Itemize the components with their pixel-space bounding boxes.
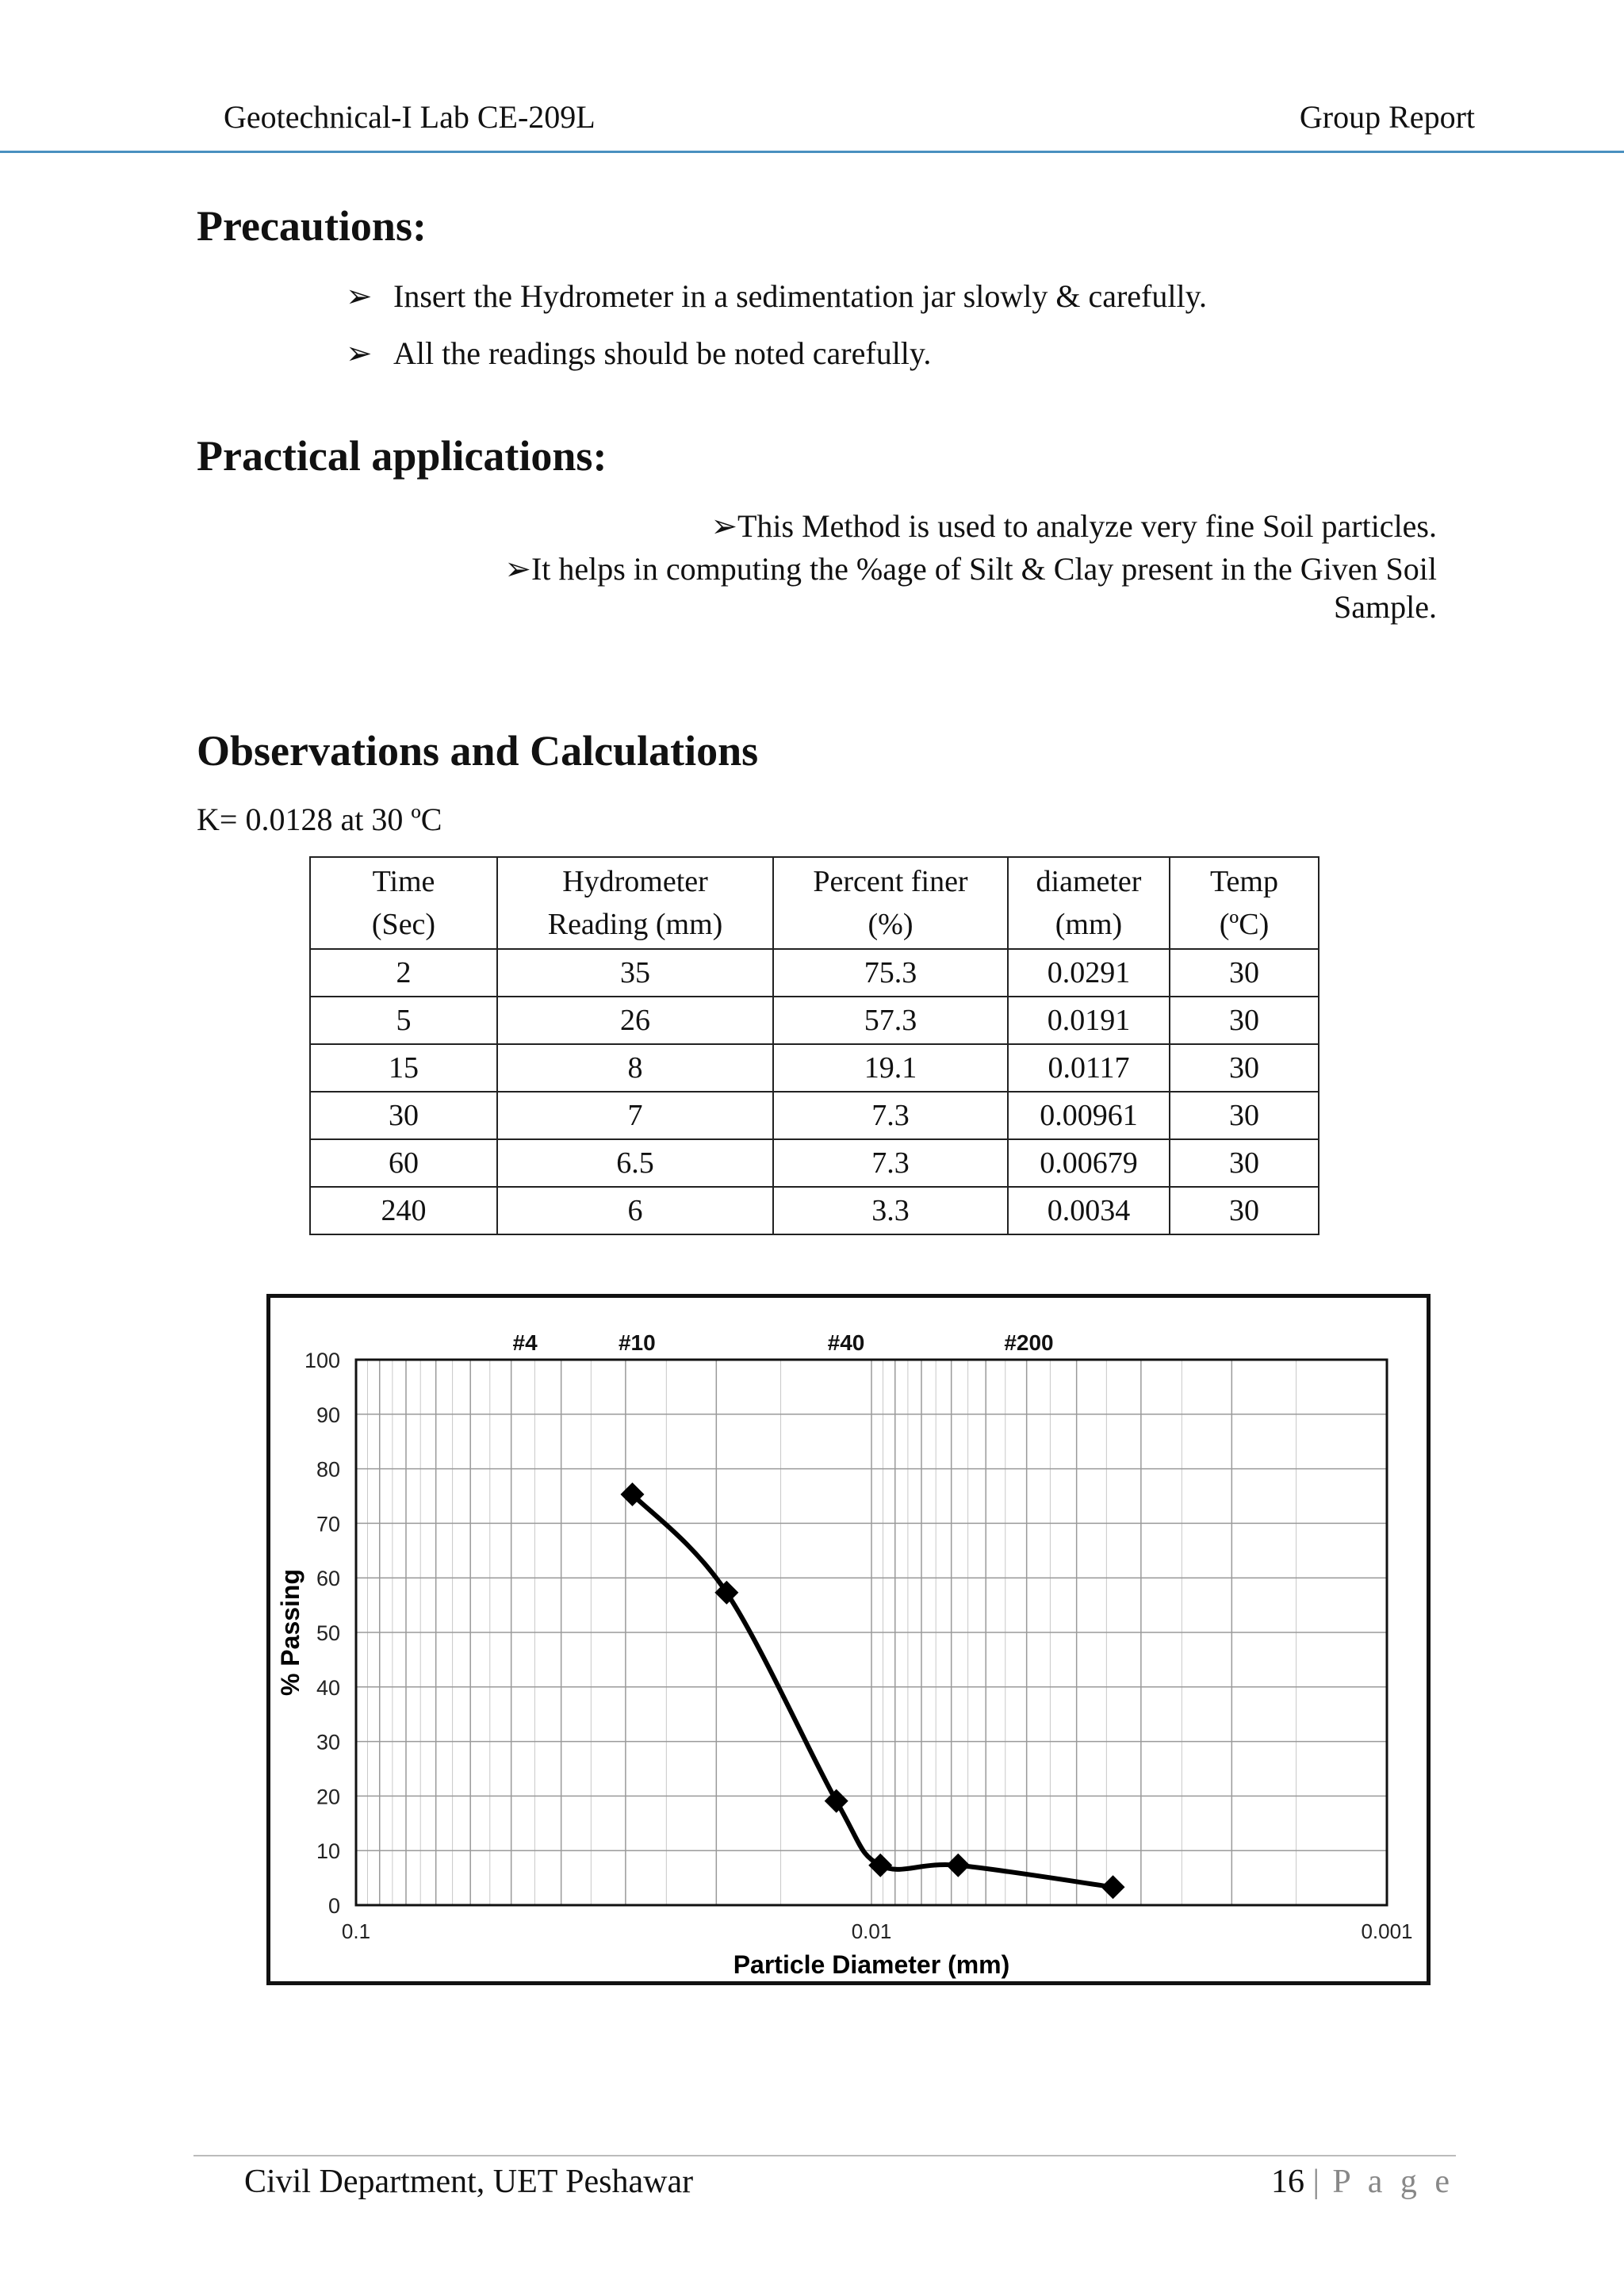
- table-cell: 240: [310, 1187, 497, 1234]
- table-row: [310, 1092, 1319, 1139]
- table-cell: 19.1: [773, 1044, 1008, 1092]
- applications-title: Practical applications:: [197, 432, 607, 480]
- table-row: [310, 1139, 1319, 1187]
- y-tick-label: 70: [316, 1512, 340, 1536]
- page-separator: |: [1312, 2164, 1324, 2200]
- table-cell: 0.0034: [1008, 1187, 1170, 1234]
- table-cell: 30: [1170, 1044, 1319, 1092]
- table-cell: 0.0291: [1008, 949, 1170, 997]
- table-header-row: [310, 857, 1319, 949]
- application-text: This Method is used to analyze very fine Soil particles.: [737, 508, 1437, 544]
- table-cell: 30: [1170, 997, 1319, 1044]
- table-cell: 30: [1170, 1139, 1319, 1187]
- y-tick-label: 0: [327, 1894, 340, 1918]
- sieve-label: #4: [512, 1330, 538, 1355]
- page-label: P a g e: [1332, 2164, 1454, 2200]
- table-cell: 26: [497, 997, 773, 1044]
- x-tick-label: 0.1: [341, 1919, 371, 1943]
- application-item: [484, 550, 1437, 587]
- y-tick-label: 40: [316, 1675, 340, 1700]
- precaution-item: [346, 277, 1207, 315]
- table-cell: 15: [310, 1044, 497, 1092]
- table-cell: 7.3: [773, 1092, 1008, 1139]
- precaution-item: [346, 335, 931, 372]
- observations-table: [309, 856, 1320, 1235]
- bullet-arrow-icon: ➢: [504, 551, 531, 587]
- y-tick-label: 100: [304, 1349, 340, 1372]
- sieve-label: #10: [618, 1330, 656, 1355]
- table-cell: 0.0117: [1008, 1044, 1170, 1092]
- page-number-block: [1271, 2163, 1454, 2201]
- table-cell: 75.3: [773, 949, 1008, 997]
- table-cell: 57.3: [773, 997, 1008, 1044]
- x-axis-label: Particle Diameter (mm): [733, 1950, 1010, 1979]
- grain-size-chart: [266, 1294, 1431, 1985]
- header-rule: [0, 151, 1624, 153]
- table-cell: 30: [1170, 1187, 1319, 1234]
- table-cell: 0.00679: [1008, 1139, 1170, 1187]
- table-row: [310, 1187, 1319, 1234]
- sieve-label: #40: [827, 1330, 865, 1355]
- table-cell: 7.3: [773, 1139, 1008, 1187]
- page-number: 16: [1270, 2164, 1304, 2200]
- table-cell: 5: [310, 997, 497, 1044]
- table-row: [310, 949, 1319, 997]
- bullet-arrow-icon: ➢: [710, 508, 737, 544]
- table-cell: 6: [497, 1187, 773, 1234]
- chart-svg: [270, 1298, 1427, 1981]
- y-tick-label: 90: [316, 1402, 340, 1427]
- table-cell: 7: [497, 1092, 773, 1139]
- table-row: [310, 1044, 1319, 1092]
- sieve-label: #200: [1004, 1330, 1054, 1355]
- precautions-title: Precautions:: [197, 202, 427, 250]
- bullet-arrow-icon: ➢: [346, 335, 373, 371]
- header-left: Geotechnical-I Lab CE-209L: [224, 99, 596, 135]
- table-cell: 35: [497, 949, 773, 997]
- table-cell: 2: [310, 949, 497, 997]
- table-cell: 30: [1170, 1092, 1319, 1139]
- table-cell: 30: [1170, 949, 1319, 997]
- y-tick-label: 10: [316, 1839, 340, 1864]
- series-line: [632, 1494, 1113, 1887]
- table-cell: 6.5: [497, 1139, 773, 1187]
- y-tick-label: 30: [316, 1730, 340, 1755]
- column-header-temp: Temp (ºC): [1170, 857, 1319, 949]
- y-tick-label: 20: [316, 1785, 340, 1809]
- table-cell: 60: [310, 1139, 497, 1187]
- y-axis-label: % Passing: [276, 1568, 304, 1697]
- header-right: Group Report: [1299, 99, 1475, 135]
- precaution-text: Insert the Hydrometer in a sedimentation jar slowly & carefully.: [393, 278, 1207, 314]
- table-cell: 3.3: [773, 1187, 1008, 1234]
- precaution-text: All the readings should be noted carefully.: [393, 335, 932, 371]
- y-tick-label: 80: [316, 1457, 340, 1482]
- data-point-marker: [825, 1789, 848, 1813]
- column-header-percent-finer: Percent finer (%): [773, 857, 1008, 949]
- application-text: It helps in computing the %age of Silt & Clay present in the Given Soil: [530, 551, 1437, 587]
- k-value: K= 0.0128 at 30 ºC: [197, 802, 442, 837]
- y-tick-label: 50: [316, 1621, 340, 1645]
- observations-title: Observations and Calculations: [197, 727, 759, 775]
- data-point-marker: [1101, 1875, 1125, 1899]
- footer-rule: [193, 2155, 1456, 2156]
- data-point-marker: [946, 1854, 970, 1877]
- column-header-time: Time (Sec): [310, 857, 497, 949]
- column-header-hydrometer: Hydrometer Reading (mm): [497, 857, 773, 949]
- table-cell: 8: [497, 1044, 773, 1092]
- x-tick-label: 0.01: [851, 1919, 892, 1943]
- application-item: [690, 507, 1437, 545]
- application-item-continued: Sample.: [1334, 589, 1437, 625]
- footer-left: Civil Department, UET Peshawar: [244, 2164, 694, 2200]
- table-cell: 30: [310, 1092, 497, 1139]
- y-tick-label: 60: [316, 1567, 340, 1591]
- column-header-diameter: diameter (mm): [1008, 857, 1170, 949]
- table-cell: 0.00961: [1008, 1092, 1170, 1139]
- table-row: [310, 997, 1319, 1044]
- table-cell: 0.0191: [1008, 997, 1170, 1044]
- bullet-arrow-icon: ➢: [346, 278, 373, 314]
- x-tick-label: 0.001: [1361, 1919, 1413, 1943]
